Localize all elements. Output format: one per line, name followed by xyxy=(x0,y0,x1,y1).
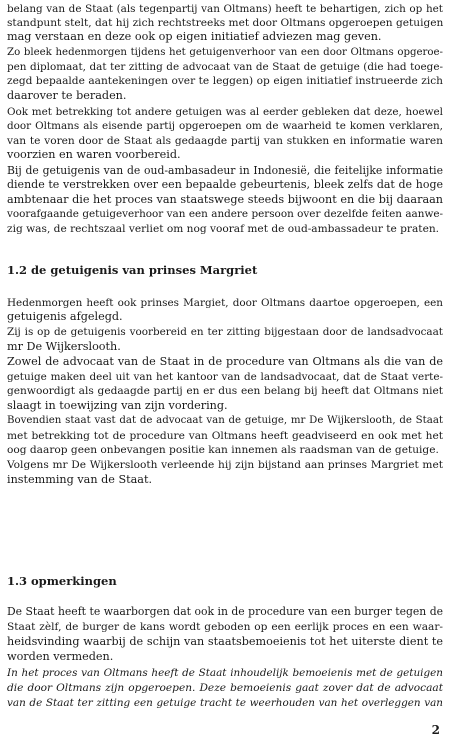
text-line: door Oltmans als eisende partij opgeroepen om de waarheid te komen verklaren, xyxy=(7,120,443,132)
text-line: voorzien en waren voorbereid. xyxy=(7,148,181,161)
italic-text-line: In het proces van Oltmans heeft de Staat inhoudelijk bemoeienis met de getuigen xyxy=(7,667,443,679)
text-line: standpunt stelt, dat hij zich rechtstreeks met door Oltmans opgeroepen getuigen xyxy=(7,17,444,29)
text-line: Bij de getuigenis van de oud-ambasadeur in Indonesië, die feitelijke informatie xyxy=(7,164,443,177)
text-line: zegd bepaalde aantekeningen over te leggen) op eigen initiatief instrueerde zich xyxy=(7,75,443,87)
text-line: De Staat heeft te waarborgen dat ook in de procedure van een burger tegen de xyxy=(7,605,443,618)
section-heading: 1.2 de getuigenis van prinses Margriet xyxy=(7,263,258,277)
text-line: worden vermeden. xyxy=(7,650,114,663)
italic-text-line: van de Staat ter zitting een getuige tracht te weerhouden van het overleggen van xyxy=(7,697,443,709)
italic-text-line: die door Oltmans zijn opgeroepen. Deze bemoeienis gaat zover dat de advocaat xyxy=(7,682,443,694)
text-line: slaagt in toewijzing van zijn vordering. xyxy=(7,399,228,412)
section-heading: 1.3 opmerkingen xyxy=(7,574,117,588)
text-line: Zo bleek hedenmorgen tijdens het getuigenverhoor van een door Oltmans opgeroe- xyxy=(7,47,443,58)
text-line: daarover te beraden. xyxy=(7,89,127,102)
text-line: getuige maken deel uit van het kantoor van de landsadvocaat, dat de Staat verte- xyxy=(7,371,443,383)
text-line: zig was, de rechtszaal verliet om nog vooraf met de oud-ambassadeur te praten. xyxy=(7,223,440,235)
text-line: voorafgaande getuigeverhoor van een andere persoon over dezelfde feiten aanwe- xyxy=(7,208,443,220)
text-line: Ook met betrekking tot andere getuigen was al eerder gebleken dat deze, hoewel xyxy=(7,106,443,118)
page-number: 2 xyxy=(431,723,440,737)
text-line: Zowel de advocaat van de Staat in de procedure van Oltmans als die van de xyxy=(7,355,443,368)
text-line: getuigenis afgelegd. xyxy=(7,310,123,323)
text-line: diende te verstrekken over een bepaalde gebeurtenis, bleek zelfs dat de hoge xyxy=(7,178,443,191)
text-line: met betrekking tot de procedure van Oltmans heeft geadviseerd en ook met het xyxy=(7,430,443,442)
text-line: Zij is op de getuigenis voorbereid en ter zitting bijgestaan door de landsadvocaat xyxy=(7,326,443,338)
text-line: mag verstaan en deze ook op eigen initiatief adviezen mag geven. xyxy=(7,30,382,43)
text-line: Staat zèlf, de burger de kans wordt geboden op een eerlijk proces en een waar- xyxy=(7,621,443,633)
text-line: heidsvinding waarbij de schijn van staatsbemoeienis tot het uiterste dient te xyxy=(7,635,443,648)
text-line: Volgens mr De Wijkerslooth verleende hij zijn bijstand aan prinses Margriet met xyxy=(7,459,443,471)
text-line: oog daarop geen onbevangen positie kan innemen als raadsman van de getuige. xyxy=(7,444,439,456)
text-line: belang van de Staat (als tegenpartij van Oltmans) heeft te behartigen, zich op het xyxy=(7,3,443,15)
text-line: ambtenaar die het proces van staatswege steeds bijwoont en die bij daaraan xyxy=(7,193,443,206)
text-line: Hedenmorgen heeft ook prinses Margiet, door Oltmans daartoe opgeroepen, een xyxy=(7,297,443,309)
text-line: van te voren door de Staat als gedaagde partij van stukken en informatie waren xyxy=(7,135,443,147)
text-line: instemming van de Staat. xyxy=(7,473,153,486)
text-line: genwoordigt als gedaagde partij en er dus een belang bij heeft dat Oltmans niet xyxy=(7,385,443,397)
text-line: pen diplomaat, dat ter zitting de advocaat van de Staat de getuige (die had toege- xyxy=(7,61,443,73)
text-line: Bovendien staat vast dat de advocaat van de getuige, mr De Wijkerslooth, de Staat xyxy=(7,415,443,426)
text-line: mr De Wijkerslooth. xyxy=(7,340,121,353)
